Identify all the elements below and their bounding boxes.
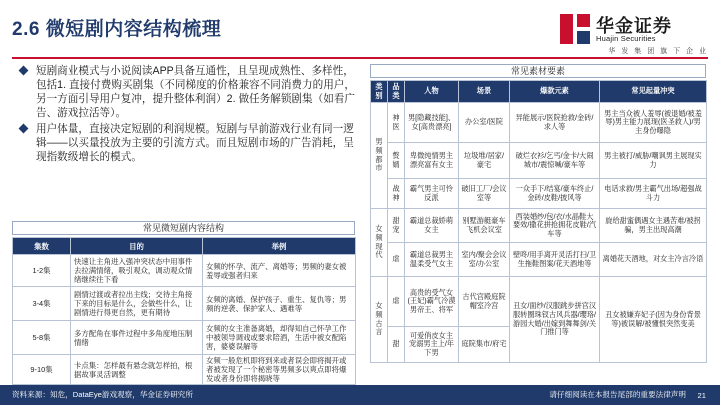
table-header-row	[13, 238, 356, 255]
table-row	[371, 103, 707, 143]
goal-cell: 快速让主角进入强冲突状态中用事件去拉满情绪，吸引观众，调动观众情绪继续往下看	[71, 255, 203, 287]
conflict-cell: 电话求救/男主霸气出场/超强战斗力	[600, 179, 707, 209]
subcategory-cell: 虐	[388, 243, 405, 277]
table-row	[371, 209, 707, 243]
goal-cell: 剧情过渡或者拉出主线；交待主角接下来的目标是什么，会做些什么，让剧情进行得更自然，更有期待	[71, 287, 203, 321]
category-cell: 男频都市	[371, 103, 388, 209]
material-elements-table	[370, 80, 707, 363]
logo-tagline: 华 发 集 团 旗 下 企 业	[608, 48, 708, 55]
column-header: 常见起量冲突	[600, 81, 707, 103]
column-header: 爆款元素	[510, 81, 600, 103]
episode-structure-table	[12, 237, 356, 385]
person-cell: 男[隐藏技能]、女[高贵漂亮]	[405, 103, 459, 143]
page-number: 21	[697, 391, 706, 400]
bullet-item	[20, 64, 355, 120]
category-cell: 女频现代	[371, 209, 388, 277]
conflict-cell: 旋给甜蜜偶遇女主遇苦难/被拐骗，男主出现高潮	[600, 209, 707, 243]
conflict-cell: 男主当众被人羞辱(被退婚/被羞辱)男主能力展现(医圣救人)/男主身份曝隐	[600, 103, 707, 143]
table-header-row	[371, 81, 707, 103]
scene-cell: 别墅游艇豪车飞机会议室	[459, 209, 510, 243]
diamond-bullet-icon	[19, 124, 29, 134]
person-cell: 可爱俏皮女主宠溺男主上/年下男	[405, 327, 459, 363]
example-cell: 女频的离婚、保护孩子、重生、复仇等；男频的逆袭、保护家人、遇难等	[203, 287, 356, 321]
right-table-caption: 常见素材要素	[370, 64, 706, 78]
example-cell: 女频的怀孕、流产、离婚等；男频的妻女被羞辱或强者归来	[203, 255, 356, 287]
episode-cell: 5-8集	[13, 321, 71, 355]
table-row	[13, 255, 356, 287]
goal-cell: 多方配角在事件过程中多角度地压制情绪	[71, 321, 203, 355]
person-cell: 霸道总裁男主温柔受气女主	[405, 243, 459, 277]
footer-source: 资料来源：知危，DataEye游戏观察，华金证券研究所	[12, 390, 193, 399]
subcategory-cell: 神医	[388, 103, 405, 143]
scene-cell: 古代宫殿庭院帽室冷宫	[459, 277, 510, 327]
column-header: 目的	[71, 238, 203, 255]
bullet-item	[20, 122, 355, 164]
table-row	[371, 243, 707, 277]
header-divider	[12, 57, 708, 59]
person-cell: 霸道总裁娇萌女主	[405, 209, 459, 243]
table-row	[371, 179, 707, 209]
person-cell: 霸气男主可怜反派	[405, 179, 459, 209]
table-row	[13, 287, 356, 321]
goal-cell: 卡点集：怎样最有悬念就怎样拍，根据故事灵活调整	[71, 355, 203, 385]
bullet-text: 用户体量，直接决定短剧的利润规模。短剧与早前游戏行业有同一逻辑——以买量投放为主要的引流方式。而且短剧市场的广告消耗，呈现指数级增长的模式。	[36, 123, 354, 163]
subcategory-cell: 虐	[388, 277, 405, 327]
elements-cell: 破烂衣衫/乞丐/金卡/大闹城市/震惊喊/豪车等	[510, 143, 600, 179]
table-row	[13, 355, 356, 385]
logo-name-en: Huajin Securities	[596, 34, 656, 43]
person-cell: 卑微纯情男主漂亮富有女主	[405, 143, 459, 179]
table-row	[371, 277, 707, 327]
table-row	[371, 143, 707, 179]
bullet-text: 短剧商业模式与小说阅读APP具备互通性，且呈现成熟性、多样性，包括1. 直接付费购买剧集（不同梯度的价格兼容不同消费力的用户，另一方面引导用户复冲，提升整体利润）2. 做任务解锁剧集（如看广告、游戏拉活等）。	[36, 65, 355, 119]
column-header: 类别	[371, 81, 388, 103]
column-header: 品类	[388, 81, 405, 103]
subcategory-cell: 甜	[388, 327, 405, 363]
example-cell: 女频一般危机即将到来或者误会即将揭开或者被发现了一个秘密等男频多以爽点即将爆发或者身份即将揭晓等	[203, 355, 356, 385]
subcategory-cell: 战神	[388, 179, 405, 209]
left-table-caption: 常见微短剧内容结构	[12, 221, 355, 235]
scene-cell: 室内/聚会会议室/办公室	[459, 243, 510, 277]
column-header: 场景	[459, 81, 510, 103]
episode-cell: 1-2集	[13, 255, 71, 287]
scene-cell: 破旧工厂/会议室等	[459, 179, 510, 209]
scene-cell: 办公室/医院	[459, 103, 510, 143]
logo-name-cn: 华金证券	[596, 16, 672, 36]
diamond-bullet-icon	[19, 66, 29, 76]
footer-legal-note[interactable]: 请仔细阅读在本报告尾部的重要法律声明	[549, 390, 686, 399]
subcategory-cell: 甜宠	[388, 209, 405, 243]
column-header: 人物	[405, 81, 459, 103]
table-row	[13, 321, 356, 355]
episode-cell: 9-10集	[13, 355, 71, 385]
elements-cell: 西装婚纱/包/衣/水晶鞋大要效/撒花拼抢拥花皮鞋/汽车等	[510, 209, 600, 243]
conflict-cell: 离婚花天酒地，对女主冷言冷语	[600, 243, 707, 277]
elements-cell: 丑女/面纱/汉服跳步拼宫汉服转圈珠钗古风兵器/璎珞/游园大婚/出嫁到舞舞剑/关门推门等	[510, 277, 600, 363]
column-header: 举例	[203, 238, 356, 255]
conflict-cell: 男主被打/威胁/嘲讽男主展现实力	[600, 143, 707, 179]
bullet-list	[20, 64, 355, 166]
elements-cell: 异能展示/医院抢救/金砖/求人等	[510, 103, 600, 143]
person-cell: 高贵的受气女(王妃)霸气冷漠男帝王、将军	[405, 277, 459, 327]
scene-cell: 庭院集市/府宅	[459, 327, 510, 363]
elements-cell: 一众手下/结宴/豪车终止/金砖/皮鞋/披风等	[510, 179, 600, 209]
example-cell: 女频的女主准备离婚，却得知自己怀孕工作中被领导调戏或要求陪酒，生活中被女配陷害，婆婆误解等	[203, 321, 356, 355]
subcategory-cell: 赘婿	[388, 143, 405, 179]
elements-cell: 壁咚/用手离开灵活打扫/卫生拖鞋图案/花天酒地等	[510, 243, 600, 277]
scene-cell: 垃圾堆/居家/豪宅	[459, 143, 510, 179]
episode-cell: 3-4集	[13, 287, 71, 321]
huajin-logo-icon	[558, 12, 592, 46]
page-title: 2.6 微短剧内容结构梳理	[12, 19, 222, 40]
category-cell: 女频古言	[371, 277, 388, 363]
column-header: 集数	[13, 238, 71, 255]
conflict-cell: 丑女被嫌弃妃子(因为身份背景等)被误解/被懂恨突然变美	[600, 277, 707, 363]
